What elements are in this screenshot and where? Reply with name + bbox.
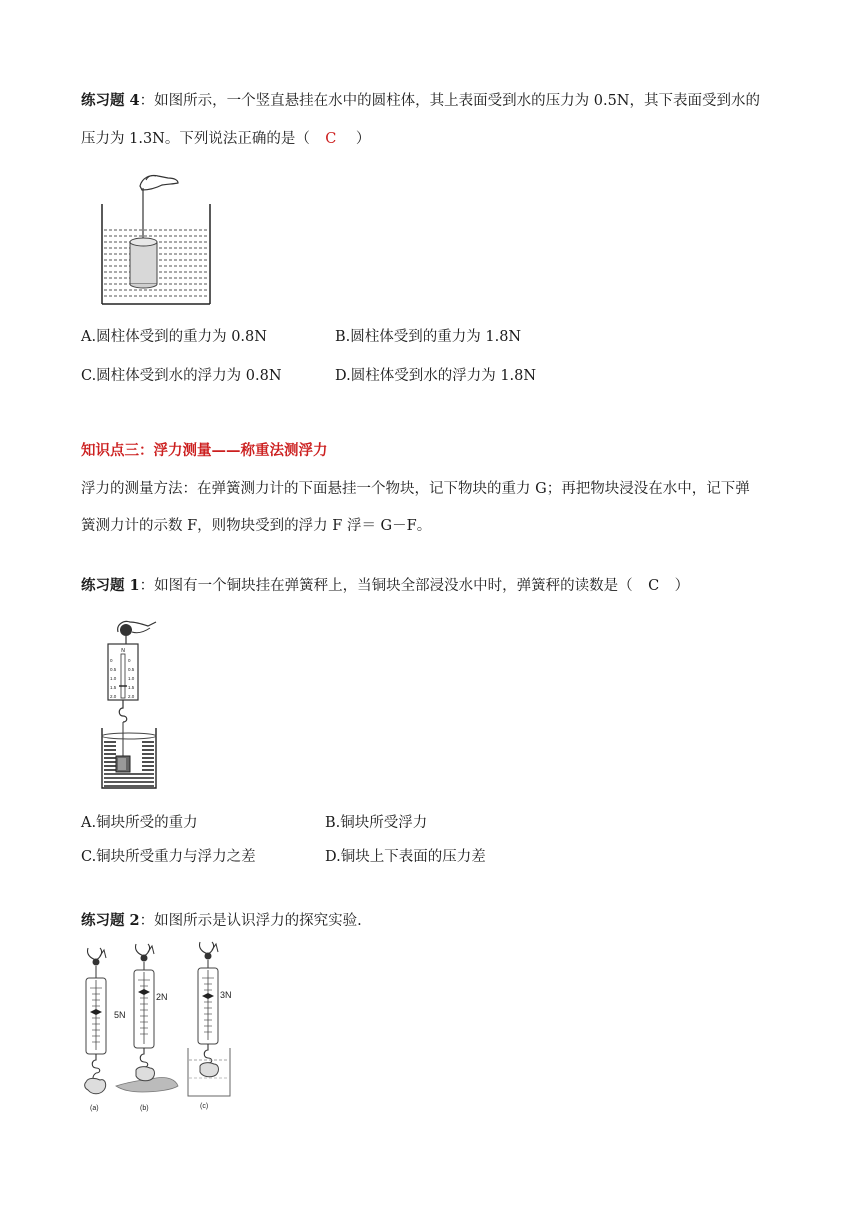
knowledge-point-line2: 簧测力计的示数 F，则物块受到的浮力 F 浮＝ G－F。 (81, 518, 432, 534)
q4-option-b: B.圆柱体受到的重力为 1.8N (335, 329, 522, 345)
q4-label: 练习题 4 (81, 92, 140, 109)
scale-value: 0.5 (110, 667, 117, 672)
q4-line1 (81, 91, 760, 111)
scale-c (188, 942, 230, 1096)
caption-a: (a) (90, 1105, 99, 1112)
q4-line2 (81, 129, 370, 149)
q2-line (81, 911, 362, 931)
q4-option-c: C.圆柱体受到水的浮力为 0.8N (81, 368, 282, 384)
scale-value: 1.5 (128, 685, 135, 690)
q1-answer: C (648, 578, 660, 594)
q1-stem-close: ） (674, 578, 690, 594)
caption-b: (b) (140, 1105, 149, 1112)
q4-stem: ：如图所示，一个竖直悬挂在水中的圆柱体，其上表面受到水的压力为 0.5N，其下表面受到水的 (139, 93, 760, 109)
reading-a: 5N (114, 1010, 126, 1020)
scale-value: 2.0 (110, 694, 117, 699)
q4-option-a: A.圆柱体受到的重力为 0.8N (81, 329, 267, 345)
cylinder-in-water-figure (96, 166, 216, 308)
q1-option-d: D.铜块上下表面的压力差 (325, 849, 486, 865)
q1-stem: ：如图有一个铜块挂在弹簧秤上，当铜块全部浸没水中时，弹簧秤的读数是（ (139, 578, 633, 594)
scale-value: 0 (128, 658, 131, 663)
q1-option-c: C.铜块所受重力与浮力之差 (81, 849, 256, 865)
scale-value: 1.0 (110, 676, 117, 681)
scale-value: 1.5 (110, 685, 117, 690)
q1-line (81, 576, 689, 596)
spring-scale-figure (96, 616, 166, 792)
scale-value: 1.0 (128, 676, 135, 681)
three-scales-figure (76, 940, 252, 1112)
knowledge-point-line1: 浮力的测量方法：在弹簧测力计的下面悬挂一个物块，记下物块的重力 G；再把物块浸没在水中，记下弹 (81, 481, 750, 497)
scale-unit-label: N (121, 648, 125, 654)
q4-answer: C (325, 131, 337, 147)
q4-stem-close: ） (355, 131, 371, 147)
knowledge-point-heading: 知识点三：浮力测量——称重法测浮力 (81, 442, 328, 459)
q2-stem: ：如图所示是认识浮力的探究实验. (139, 913, 362, 929)
scale-value: 0 (110, 658, 113, 663)
q1-label: 练习题 1 (81, 577, 140, 594)
caption-c: (c) (200, 1103, 209, 1110)
q4-stem-cont: 压力为 1.3N。下列说法正确的是（ (81, 131, 310, 147)
q2-label: 练习题 2 (81, 912, 140, 929)
q4-option-d: D.圆柱体受到水的浮力为 1.8N (335, 368, 537, 384)
scale-a (85, 948, 106, 1094)
scale-value: 2.0 (128, 694, 135, 699)
q1-option-b: B.铜块所受浮力 (325, 815, 428, 831)
q1-option-a: A.铜块所受的重力 (81, 815, 198, 831)
scale-value: 0.5 (128, 667, 135, 672)
reading-b: 2N (156, 992, 168, 1002)
reading-c: 3N (220, 990, 232, 1000)
